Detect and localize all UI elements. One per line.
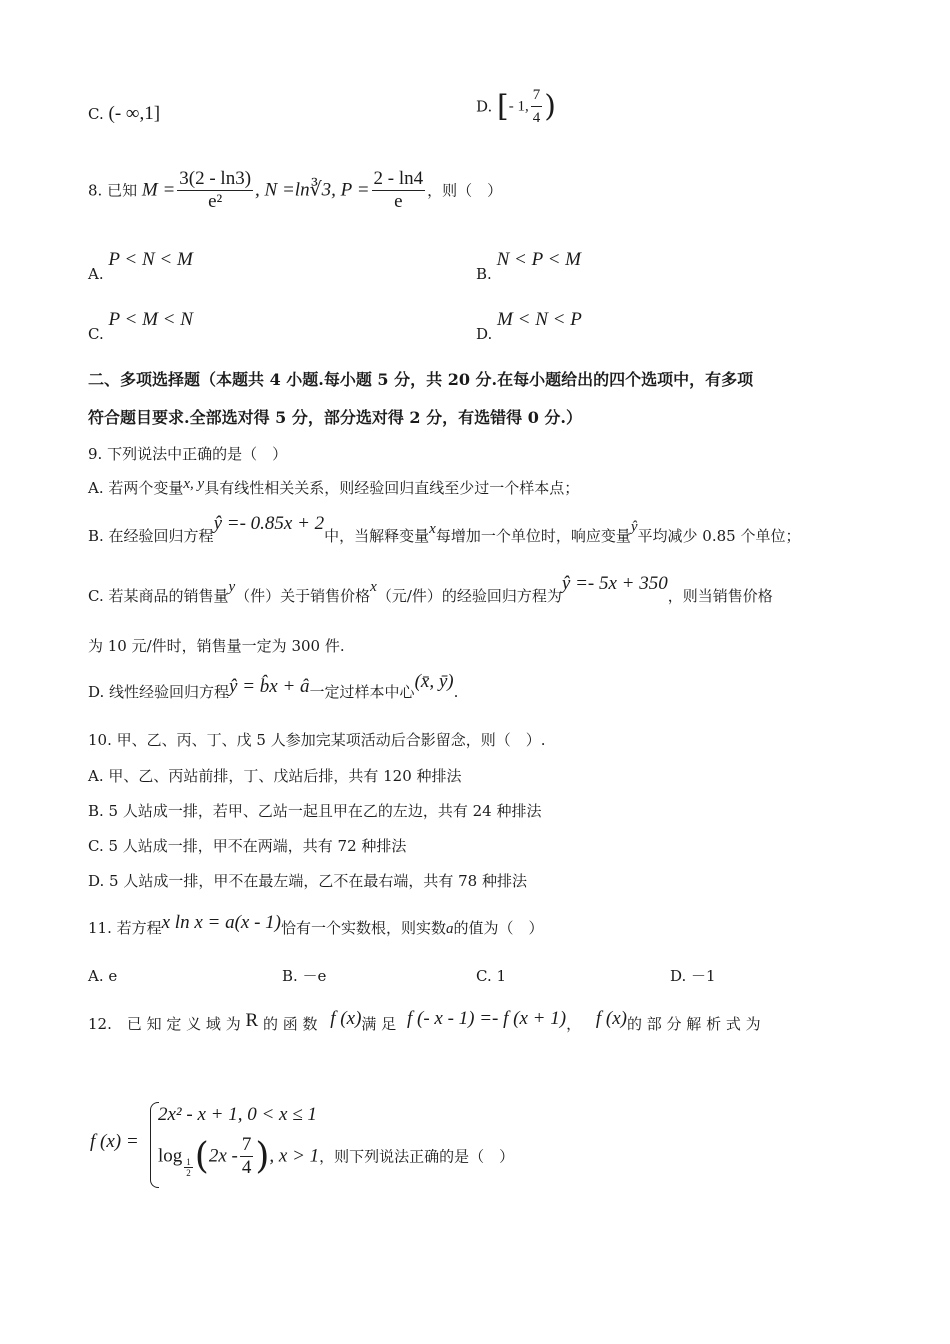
q8-option-c: C. P < M < N <box>88 309 193 343</box>
q10-option-c: C. 5 人站成一排，甲不在两端，共有 72 种排法 <box>88 837 407 855</box>
q8-option-b: B. N < P < M <box>476 249 581 283</box>
q11-option-a: A. e <box>88 967 118 985</box>
q9-option-a: A. 若两个变量x, y具有线性相关关系，则经验回归直线至少过一个样本点； <box>88 476 580 497</box>
q12-case1: 2x² - x + 1, 0 < x ≤ 1 <box>158 1104 317 1125</box>
q8-N-part: , N =ln∛3, P = <box>255 179 370 201</box>
q9-option-b: B. 在经验回归方程ŷ =- 0.85x + 2中，当解释变量x每增加一个单位时，响应变量ŷ平均减少 0.85 个单位； <box>88 513 801 545</box>
q8-P-fraction: $\frac{2 - \ln 4}{e}$ <box>373 168 424 212</box>
q8-c-math: P < M < N <box>108 309 193 330</box>
q12-stem: 12. 已 知 定 义 域 为 R 的 函 数 f (x)满 足 f (- x - 1) =- f (x + 1)， f (x)的 部 分 解 析 式 为 <box>88 1008 761 1033</box>
q8-stem <box>88 168 502 213</box>
q10-option-b: B. 5 人站成一排，若甲、乙站一起且甲在乙的左边，共有 24 种排法 <box>88 802 542 820</box>
q8-option-a: A. P < N < M <box>88 249 193 283</box>
q9-option-c-line2: 为 10 元/件时，销售量一定为 300 件. <box>88 637 345 655</box>
q12-case2: log $\frac{1}{2}$ (2x - $\frac{7}{4}$ ), x > 1，则下列说法正确的是（ ） <box>158 1134 515 1178</box>
q7-c-label: C. <box>88 105 104 123</box>
q12-case2-fraction: $\frac{7}{4}$ <box>241 1134 252 1178</box>
q11-option-d: D. －1 <box>670 967 716 985</box>
q7-d-label: D. <box>476 97 493 116</box>
q9-option-d: D. 线性经验回归方程ŷ = b̂x + â一定过样本中心(x̄, ȳ). <box>88 671 459 701</box>
q12-log-base: $\frac{1}{2}$ <box>186 1156 191 1178</box>
q8-M-fraction: $\frac{3(2 - \ln 3)}{\text{e²}}$ <box>179 168 252 212</box>
q8-tail: ，则（ ） <box>427 181 503 200</box>
q8-b-math: N < P < M <box>496 249 581 270</box>
q12-lhs: f (x) = <box>90 1131 139 1152</box>
q7-d-fraction: $\frac{7}{4}$ <box>531 84 543 129</box>
q8-a-math: P < N < M <box>108 249 193 270</box>
q7-option-d: D. [- 1, $\frac{7}{4}$ ) <box>476 84 556 129</box>
q7-d-left: - 1, <box>508 98 529 115</box>
q8-M-lhs: M = <box>141 179 176 201</box>
q9-stem: 9. 下列说法中正确的是（ ） <box>88 445 288 463</box>
q11-stem: 11. 若方程x ln x = a(x - 1)恰有一个实数根，则实数a的值为（ ） <box>88 912 544 937</box>
q11-option-b: B. －e <box>282 967 327 985</box>
q10-stem: 10. 甲、乙、丙、丁、戊 5 人参加完某项活动后合影留念，则（ ）. <box>88 731 546 749</box>
q8-number: 8. 已知 <box>88 181 138 200</box>
q8-option-d: D. M < N < P <box>476 309 582 343</box>
q9-option-c: C. 若某商品的销售量y（件）关于销售价格x（元/件）的经验回归方程为ŷ =- 5x + 350，则当销售价格 <box>88 573 773 605</box>
q8-d-math: M < N < P <box>497 309 582 330</box>
q11-option-c: C. 1 <box>476 967 507 985</box>
section2-heading-line2: 符合题目要求.全部选对得 5 分，部分选对得 2 分，有选错得 0 分.） <box>88 408 582 427</box>
section2-heading-line1: 二、多项选择题（本题共 4 小题.每小题 5 分，共 20 分.在每小题给出的四个选项中，有多项 <box>88 370 754 389</box>
q7-option-c <box>88 104 160 124</box>
q10-option-d: D. 5 人站成一排，甲不在最左端，乙不在最右端，共有 78 种排法 <box>88 872 527 890</box>
q7-c-value: (- ∞,1] <box>108 103 161 124</box>
q10-option-a: A. 甲、乙、丙站前排，丁、戊站后排，共有 120 种排法 <box>88 767 462 785</box>
